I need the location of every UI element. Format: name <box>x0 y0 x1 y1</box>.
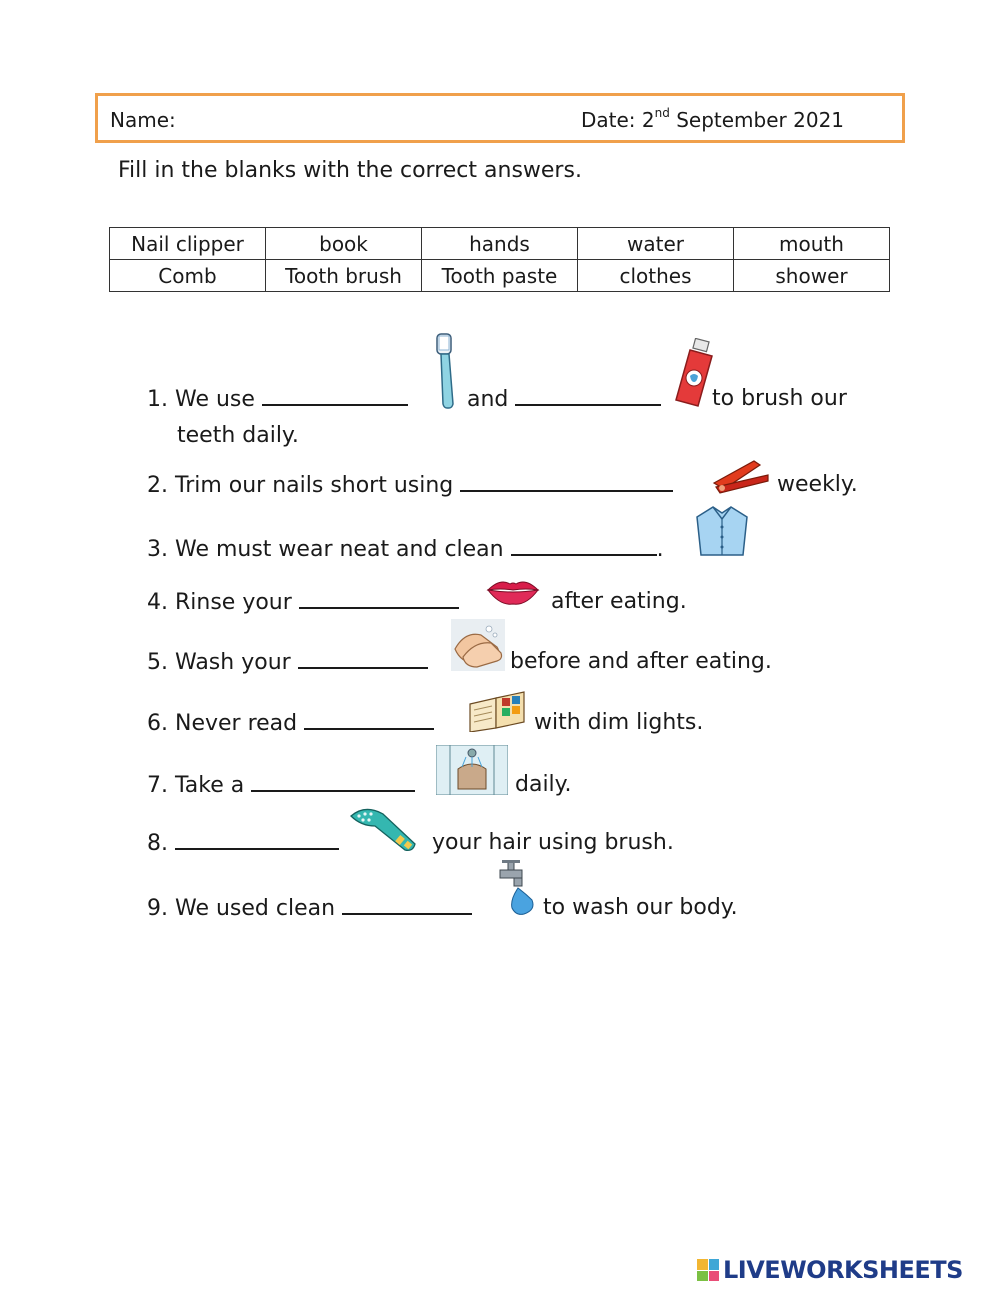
question-1: 1. We use <box>147 386 408 412</box>
instruction-text: Fill in the blanks with the correct answers. <box>118 158 582 183</box>
question-5-part2: before and after eating. <box>510 649 772 674</box>
question-9: 9. We used clean <box>147 895 472 921</box>
table-row <box>110 260 890 292</box>
word-cell: Nail clipper <box>110 228 266 260</box>
question-7-part2: daily. <box>515 772 572 797</box>
question-9-part2: to wash our body. <box>543 895 738 920</box>
answer-blank-5[interactable] <box>298 649 428 669</box>
word-cell: Comb <box>110 260 266 292</box>
name-label: Name: <box>110 108 176 132</box>
question-3: 3. We must wear neat and clean . <box>147 537 664 562</box>
word-cell: book <box>266 228 422 260</box>
answer-blank-1b[interactable] <box>515 386 661 406</box>
faucet-icon <box>496 860 544 918</box>
answer-blank-8[interactable] <box>175 830 339 850</box>
brand-logo-icon <box>697 1259 719 1281</box>
question-5: 5. Wash your <box>147 649 428 675</box>
table-row <box>110 228 890 260</box>
question-7: 7. Take a <box>147 772 415 798</box>
word-cell: shower <box>734 260 890 292</box>
question-2-part2: weekly. <box>777 472 858 497</box>
answer-blank-3[interactable] <box>511 536 657 556</box>
answer-blank-7[interactable] <box>251 772 415 792</box>
question-6: 6. Never read <box>147 710 434 736</box>
question-1-part4: teeth daily. <box>177 423 299 448</box>
question-2: 2. Trim our nails short using <box>147 472 673 498</box>
word-cell: Tooth brush <box>266 260 422 292</box>
word-bank-table <box>109 227 890 292</box>
question-8-part2: your hair using brush. <box>432 830 674 855</box>
brand-logo-text: LIVEWORKSHEETS <box>723 1256 963 1284</box>
shirt-icon <box>693 503 751 559</box>
lips-icon <box>486 576 540 606</box>
word-cell: water <box>578 228 734 260</box>
question-1-part3: to brush our <box>712 386 847 411</box>
word-cell: hands <box>422 228 578 260</box>
word-cell: mouth <box>734 228 890 260</box>
question-1-part2: and <box>467 386 661 412</box>
toothpaste-icon <box>670 338 716 412</box>
question-6-part2: with dim lights. <box>534 710 704 735</box>
question-4-part2: after eating. <box>551 589 687 614</box>
question-8: 8. <box>147 830 339 856</box>
answer-blank-6[interactable] <box>304 710 434 730</box>
book-icon <box>466 688 528 732</box>
nail-clipper-icon <box>710 455 772 497</box>
comb-icon <box>347 802 417 854</box>
toothbrush-icon <box>428 332 462 410</box>
word-cell: clothes <box>578 260 734 292</box>
word-cell: Tooth paste <box>422 260 578 292</box>
header-box <box>95 93 905 143</box>
answer-blank-2[interactable] <box>460 472 673 492</box>
brand-logo <box>697 1255 963 1285</box>
answer-blank-9[interactable] <box>342 895 472 915</box>
answer-blank-1a[interactable] <box>262 386 408 406</box>
question-4: 4. Rinse your <box>147 589 459 615</box>
washing-hands-icon <box>451 619 505 671</box>
shower-icon <box>436 745 508 795</box>
answer-blank-4[interactable] <box>299 589 459 609</box>
date-label: Date: 2nd September 2021 <box>581 106 845 132</box>
